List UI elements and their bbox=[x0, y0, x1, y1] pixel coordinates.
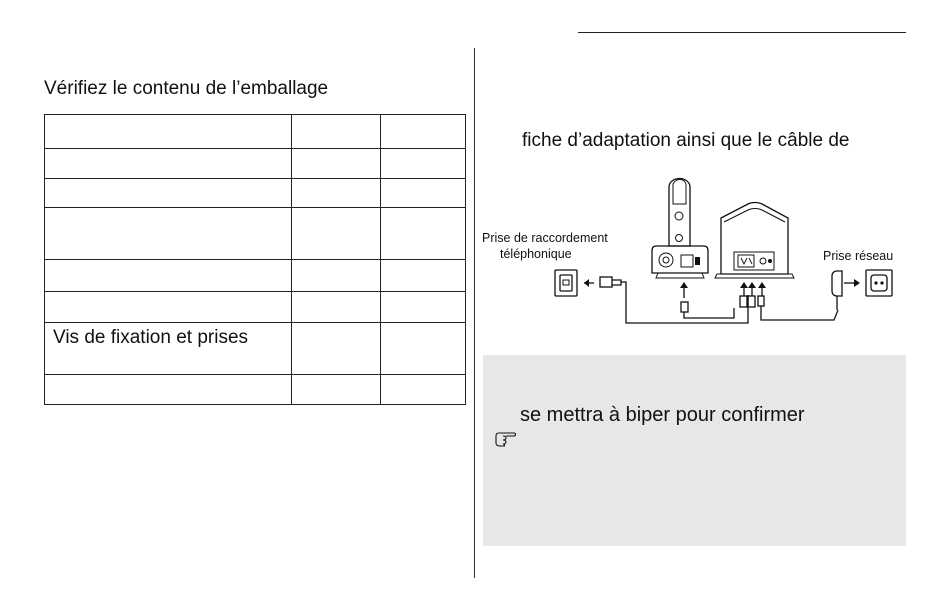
header-rule bbox=[578, 32, 906, 33]
phone-wall-socket-icon bbox=[555, 270, 577, 296]
power-socket-label: Prise réseau bbox=[823, 249, 894, 263]
table-cell bbox=[292, 115, 381, 149]
table-row bbox=[45, 149, 466, 179]
table-cell bbox=[381, 292, 466, 323]
table-cell bbox=[292, 375, 381, 405]
table-cell bbox=[381, 149, 466, 179]
table-cell bbox=[292, 260, 381, 292]
table-cell bbox=[45, 179, 292, 208]
table-cell bbox=[45, 149, 292, 179]
table-cell bbox=[45, 260, 292, 292]
arrow-head-icon bbox=[680, 282, 688, 288]
table-cell bbox=[292, 208, 381, 260]
table-row bbox=[45, 260, 466, 292]
table-row bbox=[45, 208, 466, 260]
connection-diagram bbox=[476, 170, 916, 345]
table-cell bbox=[381, 208, 466, 260]
pointing-hand-icon bbox=[493, 430, 519, 448]
table-cell bbox=[45, 375, 292, 405]
phone-socket-label-line2: téléphonique bbox=[500, 247, 572, 261]
table-cell bbox=[381, 375, 466, 405]
table-cell bbox=[381, 323, 466, 375]
arrow-icon bbox=[740, 282, 766, 296]
table-row bbox=[45, 375, 466, 405]
table-cell bbox=[292, 292, 381, 323]
table-cell bbox=[292, 179, 381, 208]
table-row bbox=[45, 323, 466, 375]
table-cell bbox=[381, 115, 466, 149]
note-text: se mettra à biper pour confirmer bbox=[520, 404, 805, 426]
column-divider bbox=[474, 48, 475, 578]
package-contents-table bbox=[44, 114, 466, 405]
instruction-fragment: fiche d’adaptation ainsi que le câble de bbox=[522, 130, 850, 151]
table-cell bbox=[292, 323, 381, 375]
table-cell bbox=[381, 260, 466, 292]
table-cell bbox=[45, 292, 292, 323]
table-row bbox=[45, 292, 466, 323]
phone-socket-label-line1: Prise de raccordement bbox=[482, 231, 608, 245]
power-wall-socket-icon bbox=[866, 270, 892, 296]
table-cell bbox=[45, 115, 292, 149]
power-adapter-icon bbox=[832, 271, 842, 310]
handset-charger-icon bbox=[652, 179, 708, 279]
note-box bbox=[483, 355, 906, 546]
arrow-head-icon bbox=[584, 279, 589, 287]
table-cell bbox=[45, 208, 292, 260]
table-cell bbox=[292, 149, 381, 179]
table-row bbox=[45, 115, 466, 149]
handset-cable bbox=[684, 308, 734, 318]
table-cell: Vis de fixation et prises bbox=[45, 323, 292, 375]
package-contents-heading: Vérifiez le contenu de l’emballage bbox=[44, 78, 329, 99]
phone-plug-icon bbox=[600, 277, 621, 287]
arrow-head-icon bbox=[854, 279, 860, 287]
table-row bbox=[45, 179, 466, 208]
jack-plug-icon bbox=[681, 302, 688, 312]
table-cell bbox=[381, 179, 466, 208]
base-station-icon bbox=[715, 203, 794, 279]
base-plugs-icon bbox=[740, 296, 838, 320]
